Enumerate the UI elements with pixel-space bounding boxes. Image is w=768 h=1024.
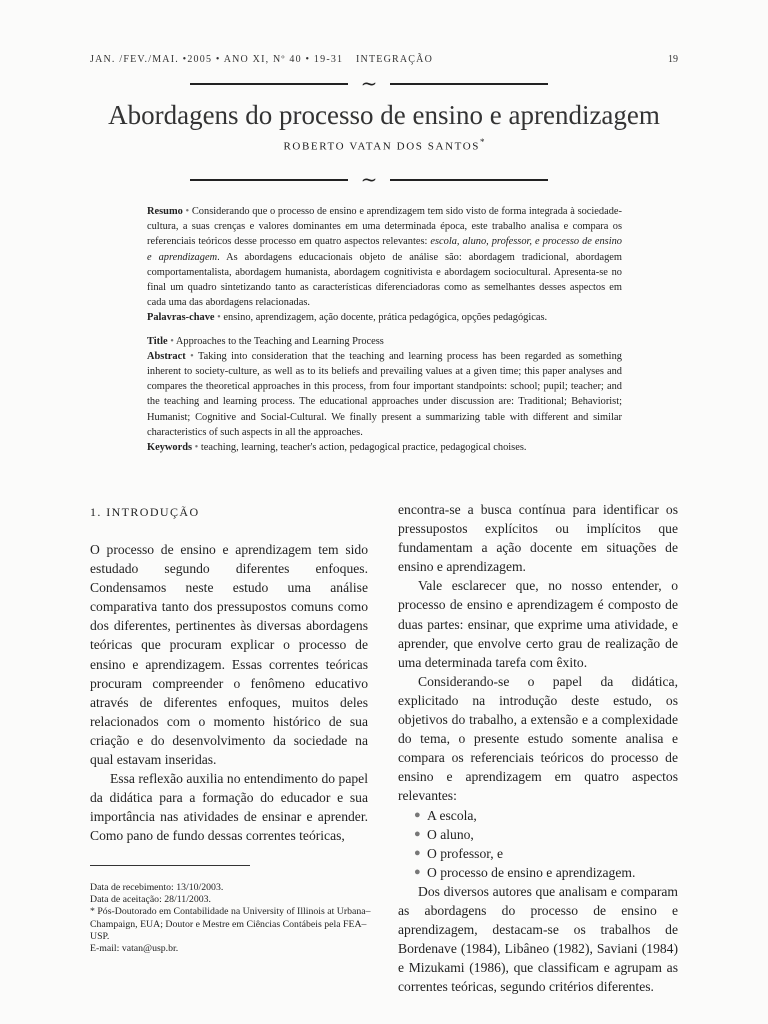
ornament-rule-left	[190, 83, 348, 85]
bullet-icon: •	[190, 350, 194, 362]
bullet-icon: ●	[414, 865, 421, 878]
resumo-text: Considerando que o processo de ensino e aprendizagem tem sido visto de forma integrada à sociedade-cultura, a suas crenças e valores dominantes em uma determinada época, este trabalho analisa e compara os referenciais teóricos desse processo em quatro aspectos relevantes:	[147, 206, 622, 248]
abstract-text: Taking into consideration that the teaching and learning process has been regarded as something inherent to society-culture, as well as to its beliefs and prevailing values at a given time; this paper analyses and compares the theoretical approaches in this process, from four important standpoints: school; pupil; teacher; and the teaching and learning process. The educational approaches under discussion are: Traditional; Behaviorist; Humanist; Cognitive and Social-Cultural. We finally present a summarizing table with different and similar characteristics of such aspects in all the approaches.	[147, 350, 622, 438]
body-column-right	[398, 500, 678, 996]
keywords-paragraph	[147, 440, 622, 455]
running-header-journal: INTEGRAÇÃO	[356, 54, 433, 65]
list-item: ● O professor, e	[414, 844, 678, 863]
palavras-chave-text: ensino, aprendizagem, ação docente, prática pedagógica, opções pedagógicas.	[223, 312, 548, 324]
keywords-label: Keywords	[147, 442, 193, 454]
bullet-icon: ●	[414, 846, 421, 859]
bullet-icon: •	[170, 335, 174, 347]
resumo-label: Resumo	[147, 206, 183, 217]
ornament-rule-right	[390, 179, 548, 181]
body-paragraph: Dos diversos autores que analisam e comparam as abordagens do processo de ensino e aprendizagem, destacam-se os trabalhos de Bordenave (1984), Libâneo (1982), Saviani (1984) e Mizukami (1986), que classificam e agrupam as correntes teóricas, segundo critérios diferentes.	[398, 883, 678, 995]
body-paragraph: encontra-se a busca contínua para identificar os pressupostos explícitos ou implícitos que fundamentam a ação docente em situações de ensino e aprendizagem.	[398, 502, 678, 575]
body-paragraph: O processo de ensino e aprendizagem tem sido estudado segundo diferentes enfoques. Condensamos neste estudo uma análise comparativa tanto dos pressupostos comuns como dos diferentes, pertinentes às diversas abordagens teóricas que procuram explicar o processo de ensino e aprendizagem. Essas correntes teóricas procuram compreender o fenômeno educativo através de diferentes enfoques, muitos deles relacionados com o momento histórico de sua criação e do desenvolvimento da sociedade na qual estavam inseridas.	[90, 542, 368, 768]
resumo-paragraph	[147, 204, 622, 310]
abstract-paragraph	[147, 349, 622, 440]
bullet-icon: •	[185, 206, 190, 217]
tilde-ornament-icon: ~	[360, 167, 378, 191]
author-name: ROBERTO VATAN DOS SANTOS	[283, 140, 480, 153]
body-paragraph: Considerando-se o papel da didática, explicitado na introdução deste estudo, os objetivos do trabalho, a extensão e a complexidade do tema, o presente estudo somente analisa e compara os referenciais teóricos do processo de ensino e aprendizagem em quatro aspectos relevantes:	[398, 673, 678, 804]
palavras-chave-paragraph	[147, 310, 622, 325]
title-label: Title	[147, 335, 168, 347]
tilde-ornament-icon: ~	[360, 71, 378, 95]
footnotes	[90, 882, 380, 955]
page-number: 19	[668, 54, 678, 65]
palavras-chave-label: Palavras-chave	[147, 312, 215, 324]
author-note: * Pós-Doutorado em Contabilidade na University of Illinois at Urbana–Champaign, EUA; Doutor e Mestre em Ciências Contábeis pela FEA–USP.	[90, 906, 371, 942]
received-date: Data de recebimento: 13/10/2003.	[90, 882, 224, 893]
resumo-text-end: . As abordagens educacionais objeto de análise são: abordagem tradicional, abordagem comportamentalista, abordagem humanista, abordagem cognitivista e abordagem sociocultural. Apresenta-se no final um quadro sintetizando tanto as características diferenciadoras como as semelhantes desses aspectos em cada uma das abordagens relacionadas.	[147, 251, 623, 309]
abstract-block	[147, 204, 622, 455]
body-column-left	[90, 540, 368, 846]
english-title-text: Approaches to the Teaching and Learning Process	[175, 335, 384, 347]
ornament-rule-left	[190, 179, 348, 181]
abstract-label: Abstract	[147, 350, 186, 362]
footnote-divider	[90, 865, 250, 866]
keywords-text: teaching, learning, teacher's action, pedagogical practice, pedagogical choises.	[200, 442, 527, 454]
body-paragraph: Vale esclarecer que, no nosso entender, o processo de ensino e aprendizagem é composto de duas partes: ensinar, que exprime uma atividade, e aprender, que envolve certo grau de realização de uma determinada tarefa com êxito.	[398, 578, 678, 670]
resumo-italic-text: escola, aluno, professor, e processo de ensino e aprendizagem	[147, 236, 622, 263]
list-item: ● O processo de ensino e aprendizagem.	[414, 863, 678, 882]
bullet-icon: ●	[414, 827, 421, 840]
english-title-paragraph	[147, 334, 622, 349]
bullet-icon: •	[217, 312, 221, 324]
title-ornament-bottom	[190, 167, 548, 191]
article-title: Abordagens do processo de ensino e aprendizagem	[108, 100, 660, 130]
aspects-list	[398, 806, 678, 882]
author-footnote-mark: *	[480, 137, 485, 147]
list-item: ● O aluno,	[414, 825, 678, 844]
title-ornament-top	[190, 71, 548, 95]
ornament-rule-right	[390, 83, 548, 85]
running-header-issue: JAN. /FEV./MAI. •2005 • ANO XI, Nº 40 • 19-31	[90, 54, 344, 65]
article-author	[0, 137, 768, 153]
bullet-icon: ●	[414, 808, 421, 821]
accepted-date: Data de aceitação: 28/11/2003.	[90, 894, 211, 906]
author-email: E-mail: vatan@usp.br.	[90, 943, 179, 955]
section-heading-introducao: 1. INTRODUÇÃO	[90, 505, 200, 519]
bullet-icon: •	[194, 442, 199, 454]
list-item: ● A escola,	[414, 806, 678, 825]
body-paragraph: Essa reflexão auxilia no entendimento do papel da didática para a formação do educador e sua importância nas atividades de ensinar e aprender. Como pano de fundo dessas correntes teóricas,	[90, 771, 368, 844]
